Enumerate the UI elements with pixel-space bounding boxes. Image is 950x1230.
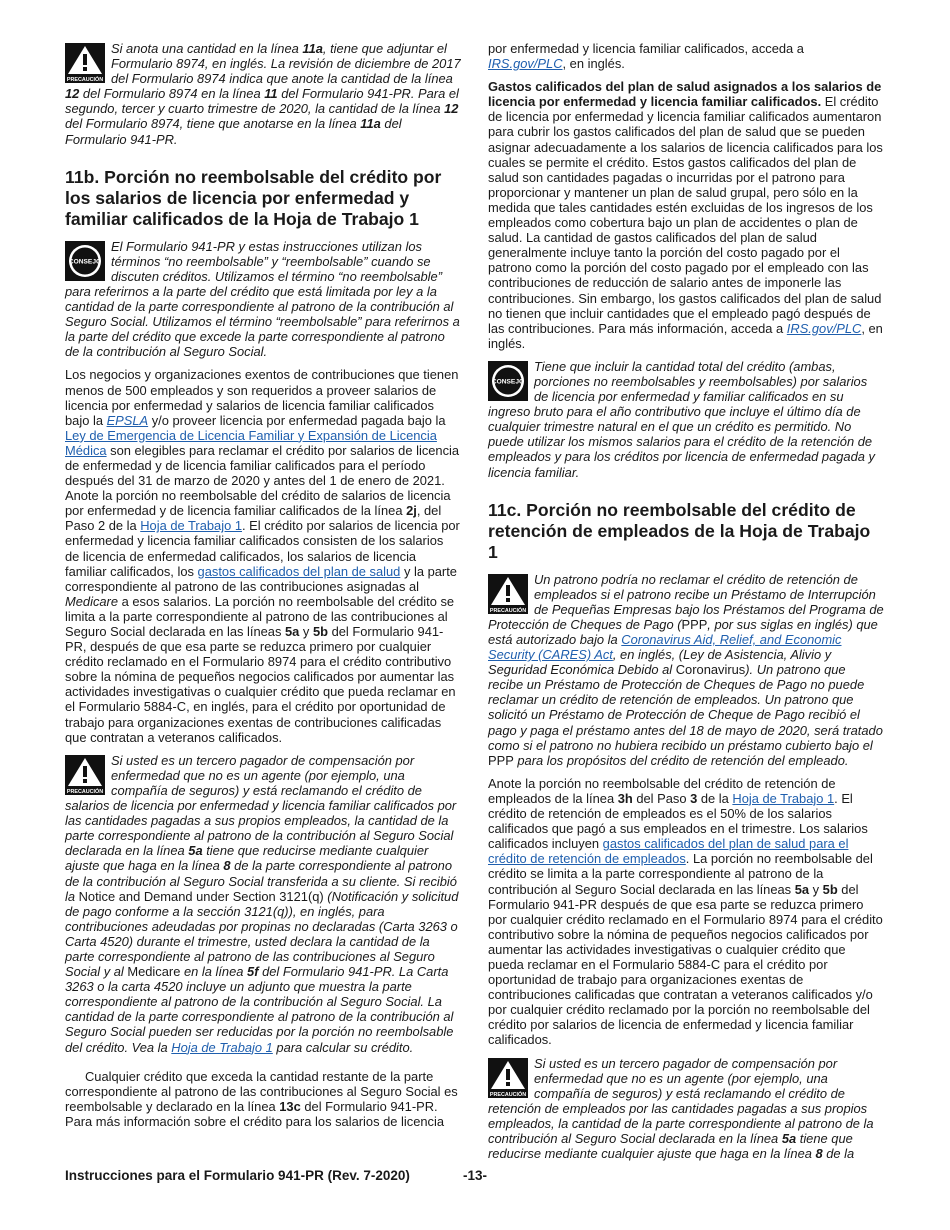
link-cares-act[interactable]: Coronavirus Aid, Relief, and Economic Security (CARES) Act — [488, 632, 842, 663]
section-heading-11c: 11c. Porción no reembolsable del crédito de retención de empleados de la Hoja de Trabajo 1 — [488, 499, 871, 562]
tip-note-text: Tiene que incluir la cantidad total del crédito (ambas, porciones no reembolsables y reembolsables) por salarios de licencia por enfermedad y familiar calificados en su ingreso bruto para el año contributivo que incluye el último día de cualquier trimestre natural en el que un crédito es permitido. No puede utilizar los mismos salarios para el crédito de la retención de empleados y para los créditos por licencia de enfermedad pagada y licencia familiar. — [488, 358, 875, 480]
caution-note-third-party — [65, 753, 461, 1055]
paragraph-retention-credit: Anote la porción no reembolsable del crédito de retención de empleados de la línea 3h del Paso 3 de la Hoja de Trabajo 1. El crédito de retención de empleados es el 50% de los salarios calificados que pagó a sus empleados en el trimestre. Los salarios calificados incluyen gastos calificados del plan de salud para el crédito de retención de empleados. La porción no reembolsable del crédito se limita a la parte correspondiente al patrono de la contribución al Seguro Social declarada en las líneas 5a y 5b del Formulario 941-PR después de que esa parte se reduzca primero por cualquier crédito reclamado en el Formulario 8974 para el crédito contributivo sobre la nómina de pequeños negocios calificados por aumentar las actividades investigativas o cualquier crédito que pueda reclamar en el Formulario 5884-C para el crédito por oportunidad de trabajo para organizaciones exentas de contribuciones calificadas que contratan a veteranos calificados y/o por cualquier crédito reclamado por la porción no reembolsable del crédito por salarios de licencia de enfermedad y licencia familiar calificados. — [488, 775, 883, 1048]
link-ley-emergencia[interactable]: Ley de Emergencia de Licencia Familiar y Expansión de Licencia Médica — [65, 427, 437, 458]
page-number: -13- — [463, 1168, 488, 1183]
tip-note-gross-income — [488, 359, 884, 480]
paragraph-health-plan-expenses: Gastos calificados del plan de salud asignados a los salarios de licencia por enfermedad y licencia familiar calificados. El crédito de licencia por enfermedad y licencia familiar calificados aumentaron para cubrir los gastos calificados del plan de salud que se pueden asignar adecuadamente a los salarios de licencia calificados para los cuales se permite el crédito. Estos gastos calificados del plan de salud son cantidades pagadas o incurridas por el patrono para proporcionar y mantener un plan de salud grupal, pero sólo en la medida que tales cantidades estén excluidas de los ingresos de los empleados como cobertura bajo un plan de accidentes o plan de salud. La cantidad de gastos calificados del plan de salud generalmente incluye tanto la porción del costo pagado por el patrono como la porción del costo pagado por el empleado con las contribuciones de reducción de salario antes de imponerle las contribuciones. Sin embargo, los gastos calificados del plan de salud no tienen que incluir cantidades que el empleado pagó después de las contribuciones. Para más información, acceda a IRS.gov/PLC, en inglés. — [488, 79, 883, 351]
link-irs-plc[interactable]: IRS.gov/PLC — [786, 320, 862, 336]
caution-badge-label: PRECAUCIÓN — [66, 77, 104, 83]
tip-consejo-icon — [488, 361, 528, 401]
caution-warning-icon — [488, 574, 528, 614]
paragraph-eligibility: Los negocios y organizaciones exentos de contribuciones que tienen menos de 500 empleados y son requeridos a proveer salarios de licencia por enfermedad y salarios de licencia familiar calificados bajo la EPSLA y/o proveer licencia por enfermedad pagada bajo la Ley de Emergencia de Licencia Familiar y Expansión de Licencia Médica son elegibles para reclamar el crédito por salarios de licencia de enfermedad y de licencia familiar calificados para el período después del 31 de marzo de 2020 y antes del 1 de enero de 2021. Anote la porción no reembolsable del crédito de salarios de licencia por enfermedad y de licencia familiar calificados de la línea 2j, del Paso 2 de la Hoja de Trabajo 1. El crédito por salarios de licencia por enfermedad y licencia familiar calificados consisten de los salarios de licencia de enfermedad calificados, los salarios de licencia familiar calificados, los gastos calificados del plan de salud y la parte correspondiente al patrono de las contribuciones asignadas al Medicare a esos salarios. La porción no reembolsable del crédito se limita a la parte correspondiente al patrono de las contribuciones al Seguro Social declarada en las líneas 5a y 5b del Formulario 941-PR, después de que esa parte se reduzca primero por cualquier crédito reclamado en el Formulario 8974 para el crédito contributivo sobre la nómina de pequeños negocios calificados por aumentar las actividades investigativas o cualquier crédito que pueda reclamar en el Formulario 5884-C, en inglés, para el crédito por oportunidad de trabajo para organizaciones exentas de contribuciones calificadas que contratan a veteranos calificados. — [65, 367, 460, 745]
paragraph-refundable: Cualquier crédito que exceda la cantidad restante de la parte correspondiente al patrono de las contribuciones al Seguro Social es reembolsable y declarado en la línea 13c del Formulario 941-PR. Para más información sobre el crédito para los salarios de licencia — [65, 1068, 458, 1129]
caution-warning-icon — [65, 43, 105, 83]
caution-note-third-party-retention — [488, 1056, 884, 1162]
link-hoja-de-trabajo-1[interactable]: Hoja de Trabajo 1 — [171, 1039, 273, 1055]
caution-note-text: Si usted es un tercero pagador de compensación por enfermedad que no es un agente (por ejemplo, una compañía de seguros) y está reclamando el crédito de retención de empleados por las cantidades pagadas a sus propios empleados, la cantidad de la parte correspondiente al patrono de la contribución al Seguro Social declarada en la línea 5a tiene que reducirse mediante cualquier ajuste que haga en la línea 8 de la — [488, 1055, 874, 1162]
caution-note-ppp — [488, 572, 884, 768]
link-gastos-plan-salud[interactable]: gastos calificados del plan de salud — [197, 563, 401, 579]
page-footer — [65, 1168, 885, 1183]
tip-consejo-icon — [65, 241, 105, 281]
caution-note-text: Un patrono podría no reclamar el crédito de retención de empleados si el patrono recibe un Préstamo de Interrupción de Pequeñas Empresas bajo los Préstamos del Programa de Protección de Cheques de Pago (PPP, por sus siglas en inglés) que está autorizado bajo la Coronavirus Aid, Relief, and Economic Security (CARES) Act, en inglés, (Ley de Asistencia, Alivio y Seguridad Económica Debido al Coronavirus). Un patrono que recibe un Préstamo de Protección de Cheques de Pago no puede reclamar un crédito de retención de empleados. Un patrono que solicitó un Préstamo de Protección de Cheque de Pago recibió el pago y paga el préstamo antes del 18 de mayo de 2020, será tratado como si el patrono no hubiera recibido un préstamo cubierto bajo el PPP para los propósitos del crédito de retención del empleado. — [488, 571, 884, 768]
link-hoja-de-trabajo-1[interactable]: Hoja de Trabajo 1 — [732, 790, 835, 806]
caution-note-11a — [65, 41, 461, 147]
caution-badge-label: PRECAUCIÓN — [489, 1091, 527, 1098]
link-epsla[interactable]: EPSLA — [106, 412, 149, 428]
tip-badge-label: CONSEJO — [491, 378, 525, 386]
section-heading-11b: 11b. Porción no reembolsable del crédito por los salarios de licencia por enfermedad y familiar calificados de la Hoja de Trabajo 1 — [65, 166, 442, 229]
link-irs-plc[interactable]: IRS.gov/PLC — [488, 56, 563, 72]
tip-note-11b — [65, 239, 461, 360]
right-column — [488, 41, 884, 1169]
caution-badge-label: PRECAUCIÓN — [66, 788, 104, 795]
caution-note-text: Si anota una cantidad en la línea 11a, tiene que adjuntar el Formulario 8974, en inglés. La revisión de diciembre de 2017 del Formulario 8974 indica que anote la cantidad de la línea 12 del Formulario 8974 en la línea 11 del Formulario 941-PR. Para el segundo, tercer y cuarto trimestre de 2020, la cantidad de la línea 12 del Formulario 8974, tiene que anotarse en la línea 11a del Formulario 941-PR. — [65, 41, 461, 147]
caution-warning-icon — [65, 755, 105, 795]
caution-note-text: Si usted es un tercero pagador de compensación por enfermedad que no es un agente (por ejemplo, una compañía de seguros) y está reclamando el crédito de salarios de licencia por enfermedad y licencia familiar calificados por las cantidades pagadas a sus propios empleados, la cantidad de la parte correspondiente al patrono de la contribución al Seguro Social declarada en la línea 5a tiene que reducirse mediante cualquier ajuste que haga en la línea 8 de la parte correspondiente al patrono de la contribución al Seguro Social transferida a su cliente. Si recibió la Notice and Demand under Section 3121(q) (Notificación y solicitud de pago conforme a la sección 3121(q)), en inglés, para contribuciones adeudadas por propinas no declaradas (Carta 3263 o Carta 4520) durante el trimestre, usted declara la cantidad de la parte correspondiente al patrono de las contribuciones al Seguro Social y al Medicare en la línea 5f del Formulario 941-PR. La Carta 3263 o la carta 4520 incluye un adjunto que muestra la parte correspondiente al patrono de la contribución al Seguro Social. La cantidad de la parte correspondiente al patrono de la contribución al Seguro Social pueden ser reducidas por la porción no reembolsable del crédito. Vea la Hoja de Trabajo 1 para calcular su crédito. — [65, 752, 459, 1055]
footer-title: Instrucciones para el Formulario 941-PR (Rev. 7-2020) — [65, 1168, 410, 1183]
left-column — [65, 41, 461, 1137]
paragraph-continuation: por enfermedad y licencia familiar calificados, acceda a IRS.gov/PLC, en inglés. — [488, 41, 804, 72]
tip-badge-label: CONSEJO — [68, 258, 102, 266]
link-hoja-de-trabajo-1[interactable]: Hoja de Trabajo 1 — [140, 518, 243, 534]
link-gastos-retencion[interactable]: gastos calificados del plan de salud para el crédito de retención de empleados — [488, 836, 849, 867]
tip-note-text: El Formulario 941-PR y estas instrucciones utilizan los términos “no reembolsable” y “reembolsable” cuando se discuten créditos. Utilizamos el término “no reembolsable” para referirnos a la parte del crédito que está limitada por ley a la cantidad de la parte correspondiente al patrono de la contribución al Seguro Social. Utilizamos el término “reembolsable” para referirnos a la parte del crédito que excede la parte correspondiente al patrono de la contribución al Seguro Social. — [65, 238, 460, 360]
caution-badge-label: PRECAUCIÓN — [489, 607, 527, 614]
caution-warning-icon — [488, 1058, 528, 1098]
